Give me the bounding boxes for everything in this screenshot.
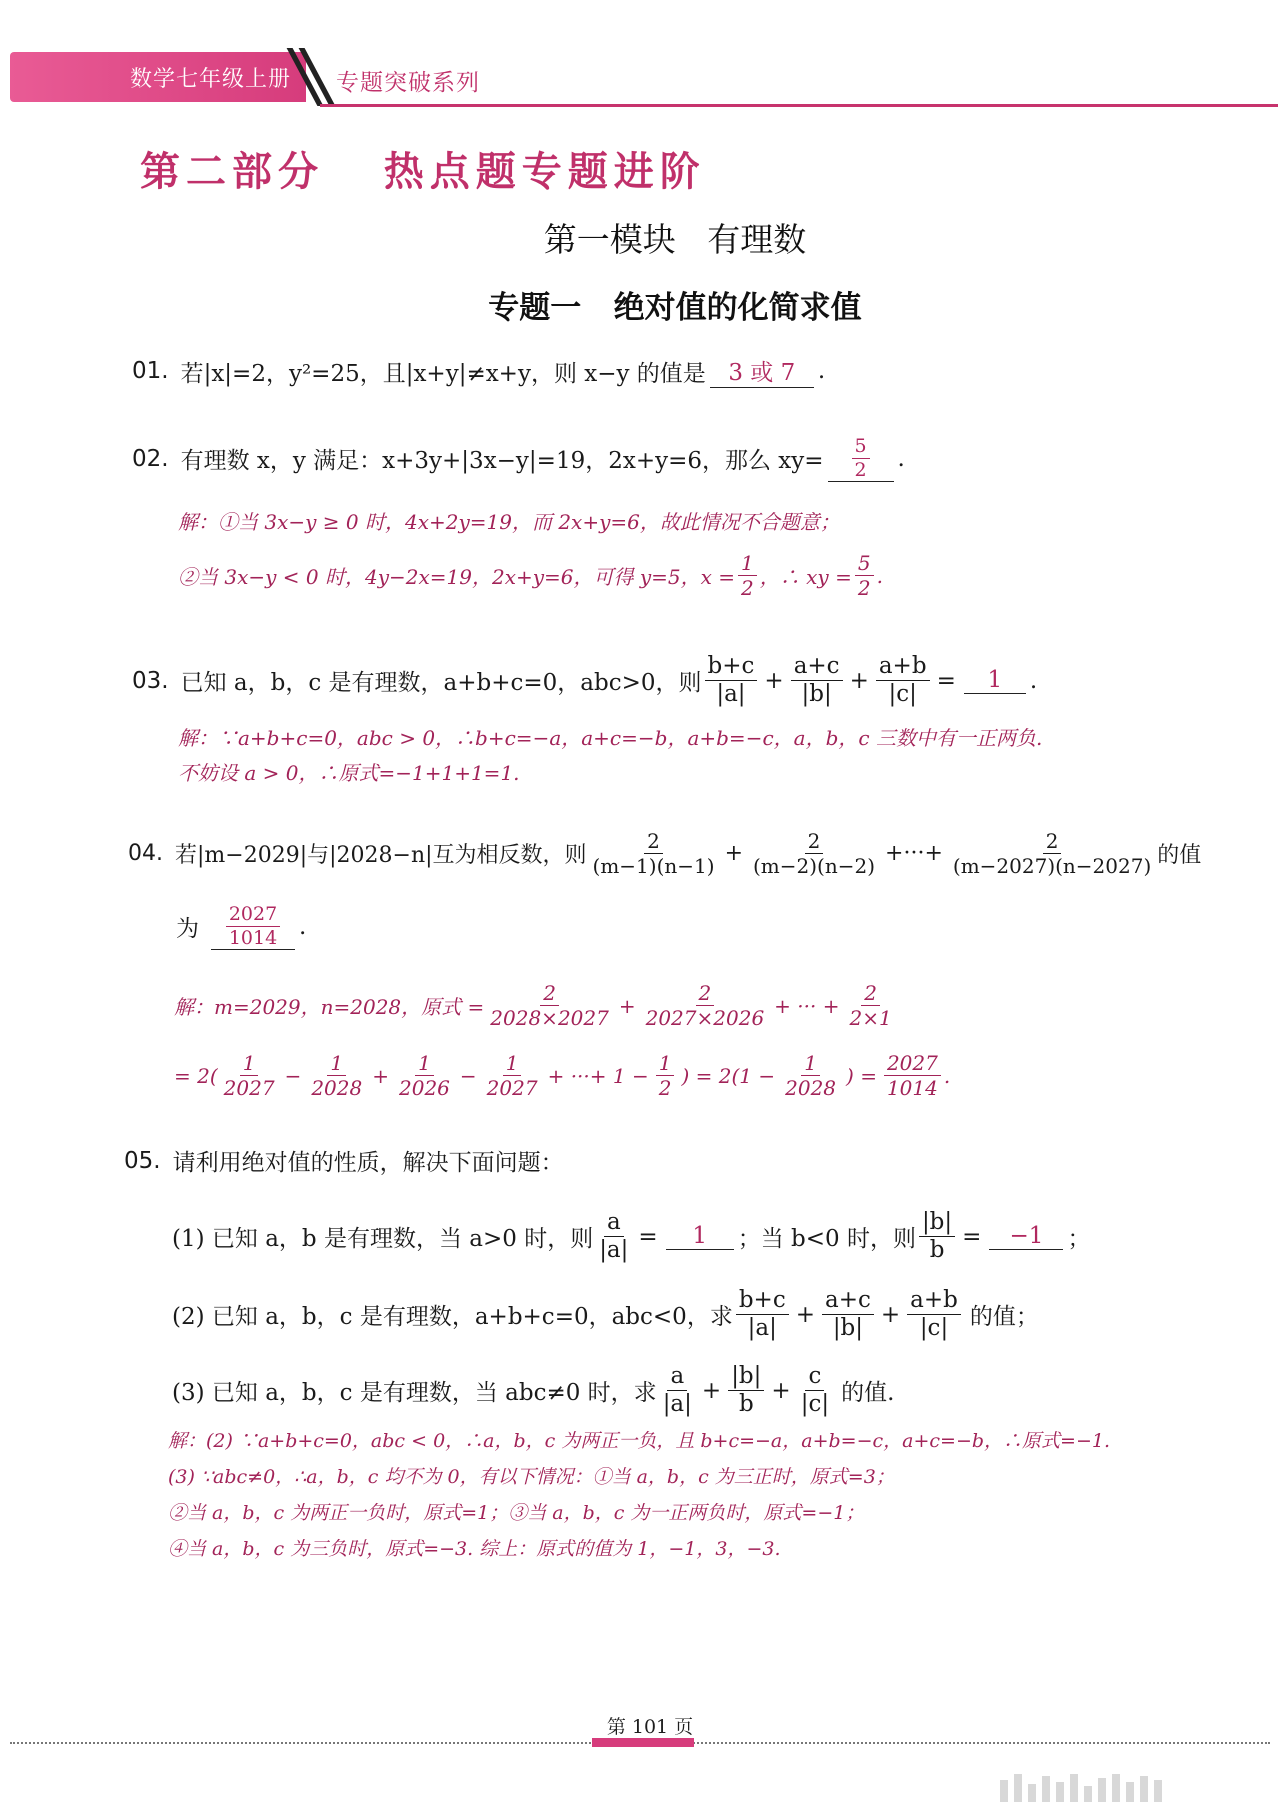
fraction [919, 1210, 955, 1264]
numerator: a+c [822, 1288, 874, 1315]
denominator: 2 [741, 576, 754, 600]
ellipsis: +···+ [885, 841, 943, 866]
question-end: . [1029, 667, 1038, 694]
numerator: |b| [728, 1364, 764, 1391]
fraction [728, 1364, 764, 1418]
denominator: 2027 [486, 1076, 538, 1100]
question-text: 若|x|=2，y²=25，且|x+y|≠x+y，则 x−y 的值是 [180, 360, 706, 387]
topic-title: 专题一 绝对值的化简求值 [488, 290, 862, 326]
question-text: (1) 已知 a，b 是有理数，当 a>0 时，则 [172, 1226, 594, 1253]
numerator: a+b [907, 1288, 961, 1315]
question-text: 若|m−2029|与|2028−n|互为相反数，则 [175, 843, 587, 868]
question-text: 的值； [969, 1304, 1039, 1331]
solution-line: 解：①当 3x−y ≥ 0 时，4x+2y=19，而 2x+y=6，故此情况不合题意； [178, 510, 840, 534]
solution-line: 解：m=2029，n=2028，原式 = $\frac{2}{2028\times 2027}$ + $\frac{2}{2027\times 2026}$ + ··· + $\frac{2}{2\times 1}$ [174, 982, 898, 1029]
fraction [950, 830, 1154, 877]
solution-line: = 2( $\frac{1}{2027}$ − $\frac{1}{2028}$ + $\frac{1}{2026}$ − $\frac{1}{2027}$ + ···+ 1 − $\frac{1}{2}$ ) = 2(1 − $\frac{1}{2028}$ ) = $\frac{2027}{1014}$ . [174, 1051, 951, 1100]
fraction [782, 1052, 839, 1099]
answer-fraction [852, 436, 870, 481]
solution-text: 解：m=2029，n=2028，原式 = [174, 995, 485, 1019]
fraction [736, 1288, 789, 1342]
numerator: 2 [861, 982, 880, 1006]
numerator: 1 [801, 1052, 820, 1076]
answer-blank [211, 904, 295, 950]
solution-text: ) = [846, 1063, 877, 1088]
numerator: 1 [656, 1052, 675, 1076]
denominator: 2026 [399, 1076, 450, 1100]
numerator: a+b [876, 654, 930, 681]
question-05 [124, 1144, 564, 1177]
numerator: 5 [855, 552, 874, 576]
denominator: |c| [919, 1315, 949, 1342]
plus-sign: + [795, 1301, 815, 1328]
plus-sign: + [880, 1301, 901, 1328]
plus-sign: + [701, 1377, 722, 1404]
minus-sign: − [284, 1063, 302, 1088]
numerator: 1 [503, 1052, 522, 1076]
fraction [855, 552, 874, 599]
denominator: |b| [801, 681, 832, 708]
denominator: 2 [854, 458, 867, 481]
question-04-answer-line [176, 904, 306, 950]
question-02 [132, 436, 905, 482]
denominator: b [738, 1391, 754, 1418]
question-end: . [817, 358, 826, 384]
denominator: |c| [800, 1391, 830, 1418]
question-05-part-2 [172, 1288, 1039, 1342]
footer-pink-bar [592, 1738, 694, 1747]
question-number: 01. [132, 358, 169, 384]
plus-sign: + [771, 1377, 791, 1404]
question-number: 03. [132, 667, 169, 694]
solution-text: ②当 3x−y < 0 时，4y−2x=19，2x+y=6，可得 y=5，x = [178, 565, 736, 589]
question-end: ； [1067, 1226, 1091, 1253]
denominator: 2027×2026 [645, 1006, 765, 1030]
equals-sign: = [638, 1223, 658, 1250]
denominator: 2028×2027 [490, 1006, 609, 1030]
question-05-part-3 [172, 1364, 894, 1418]
question-end: . [299, 913, 307, 940]
question-text: 的值 [1157, 843, 1202, 868]
fraction [643, 982, 768, 1029]
fraction [884, 1052, 941, 1099]
answer-fraction [226, 904, 280, 949]
answer-blank: 3 或 7 [710, 354, 814, 388]
numerator: 1 [415, 1052, 434, 1076]
page-header [0, 0, 1280, 120]
numerator: 2027 [884, 1052, 941, 1076]
solution-text: ，∴ xy = [759, 565, 852, 589]
answer-blank: 1 [666, 1223, 734, 1250]
denominator: 2 [857, 576, 871, 600]
fraction [308, 1052, 365, 1099]
numerator: a+c [791, 654, 843, 681]
solution-line: 解：∵a+b+c=0，abc > 0，∴b+c=−a，a+c=−b，a+b=−c，a，b，c 三数中有一正两负. [178, 726, 1043, 750]
denominator: 2 [658, 1076, 672, 1100]
fraction [590, 830, 718, 877]
question-end: . [897, 445, 905, 472]
solution-line: 不妨设 a > 0，∴原式=−1+1+1=1. [178, 761, 520, 785]
numerator: 1 [738, 552, 757, 576]
numerator: 5 [852, 436, 870, 459]
denominator: |c| [888, 681, 917, 708]
numerator: 2 [805, 830, 824, 854]
numerator: 1 [327, 1052, 346, 1076]
book-title: 数学七年级上册 [130, 67, 292, 92]
fraction [596, 1210, 631, 1264]
fraction [738, 552, 757, 599]
solution-line: ④当 a，b，c 为三负时，原式=−3. 综上：原式的值为 1，−1，3，−3. [168, 1538, 781, 1560]
question-number: 05. [124, 1147, 161, 1174]
fraction [822, 1288, 874, 1342]
header-rule [320, 104, 1278, 107]
numerator: 2027 [226, 904, 280, 927]
denominator: |b| [832, 1315, 864, 1342]
fraction [660, 1364, 695, 1418]
numerator: 2 [696, 982, 715, 1006]
equals-sign: = [962, 1223, 982, 1250]
solution-line: 解：(2) ∵a+b+c=0，abc < 0，∴a，b，c 为两正一负，且 b+c=−a，a+b=−c，a+c=−b，∴原式=−1. [168, 1430, 1111, 1452]
numerator: c [805, 1364, 824, 1391]
denominator: 1014 [228, 926, 278, 949]
numerator: |b| [919, 1210, 955, 1237]
question-04: 04. 若|m−2029|与|2028−n|互为相反数，则 $\frac{2}{(m-1)(n-1)}$ + $\frac{2}{(m-2)(n-2)}$ +···+ $\frac{2}{(m-2027)(n-2027)}$ 的值 [128, 829, 1202, 878]
fraction [484, 1052, 541, 1099]
numerator: 2 [1043, 830, 1062, 854]
question-text: ；当 b<0 时，则 [737, 1226, 916, 1253]
page-number: 第 101 页 [606, 1716, 694, 1738]
question-01 [132, 354, 825, 388]
fraction [487, 982, 612, 1029]
solution-text: = 2( [174, 1063, 218, 1088]
fraction [221, 1052, 278, 1099]
numerator: 1 [240, 1052, 259, 1076]
fraction [876, 654, 930, 708]
fraction [705, 654, 758, 708]
plus-sign: + [764, 667, 784, 694]
fraction [656, 1052, 675, 1099]
denominator: |a| [747, 1315, 777, 1342]
solution-text: ) = 2(1 − [681, 1063, 776, 1088]
fraction [846, 982, 894, 1029]
question-text: (2) 已知 a，b，c 是有理数，a+b+c=0，abc<0，求 [172, 1304, 733, 1331]
answer-blank: 1 [964, 667, 1026, 694]
solution-line: ②当 a，b，c 为两正一负时，原式=1；③当 a，b，c 为一正两负时，原式=−1； [168, 1502, 865, 1524]
denominator: b [929, 1237, 945, 1264]
solution-text: + ···+ 1 − [547, 1063, 649, 1088]
question-text: (3) 已知 a，b，c 是有理数，当 abc≠0 时，求 [172, 1380, 657, 1407]
question-text: 为 [176, 916, 199, 943]
numerator: 2 [540, 982, 559, 1006]
solution-line: (3) ∵abc≠0，∴a，b，c 均不为 0，有以下情况：①当 a，b，c 为三正时，原式=3； [168, 1466, 895, 1488]
question-text: 有理数 x，y 满足：x+3y+|3x−y|=19，2x+y=6，那么 xy= [180, 448, 824, 475]
fraction [396, 1052, 453, 1099]
answer-blank: −1 [989, 1223, 1063, 1250]
question-03 [132, 654, 1037, 708]
numerator: a [604, 1210, 624, 1237]
denominator: (m−2027)(n−2027) [952, 854, 1152, 878]
denominator: (m−2)(n−2) [753, 854, 876, 878]
numerator: a [667, 1364, 687, 1391]
fraction [750, 830, 878, 877]
fraction [907, 1288, 961, 1342]
denominator: |a| [599, 1237, 629, 1264]
denominator: 2027 [223, 1076, 275, 1100]
denominator: 2028 [311, 1076, 363, 1100]
fraction [791, 654, 843, 708]
minus-sign: − [459, 1063, 477, 1088]
fraction [798, 1364, 832, 1418]
question-text: 已知 a，b，c 是有理数，a+b+c=0，abc>0，则 [180, 670, 702, 697]
solution-line [178, 552, 883, 599]
answer-blank [828, 436, 894, 482]
question-05-part-1 [172, 1210, 1090, 1264]
question-text: 请利用绝对值的性质，解决下面问题： [172, 1150, 564, 1176]
question-number: 02. [132, 445, 169, 472]
denominator: 2×1 [849, 1006, 892, 1030]
denominator: |a| [716, 681, 746, 708]
denominator: 1014 [886, 1076, 938, 1100]
denominator: (m−1)(n−1) [592, 854, 715, 878]
denominator: |a| [662, 1391, 692, 1418]
denominator: 2028 [785, 1076, 837, 1100]
solution-end: . [876, 563, 883, 588]
series-title: 专题突破系列 [336, 70, 480, 96]
numerator: b+c [705, 654, 758, 681]
part-title: 第二部分 热点题专题进阶 [140, 148, 706, 195]
numerator: 2 [644, 830, 663, 854]
solution-end: . [943, 1063, 951, 1088]
numerator: b+c [736, 1288, 789, 1315]
watermark-barcode-icon [1000, 1772, 1260, 1802]
question-number: 04. [128, 841, 163, 866]
equals-sign: = [936, 667, 956, 694]
question-text: 的值. [841, 1380, 895, 1407]
plus-sign: + [849, 667, 869, 694]
module-title: 第一模块 有理数 [543, 220, 807, 259]
